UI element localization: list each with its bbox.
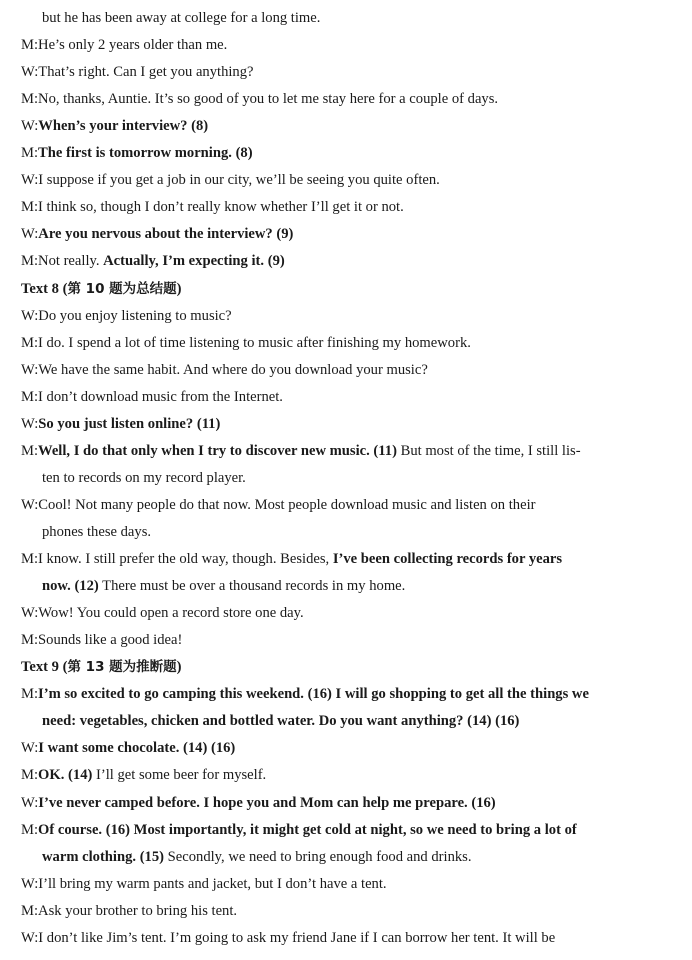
line-text [21, 790, 496, 817]
line-text [21, 438, 581, 465]
transcript-line [0, 113, 692, 140]
line-text: M:No, thanks, Auntie. It’s so good of you to let me stay here for a couple of days. [21, 91, 499, 107]
line-text: W:Do you enjoy listening to music? [21, 308, 232, 324]
transcript-line [0, 59, 692, 86]
key-sentence: I’ve been collecting records for years [332, 551, 563, 567]
transcript-line [0, 762, 692, 789]
speaker-label: W: [21, 118, 39, 134]
line-text: W:I don’t like Jim’s tent. I’m going to ask my friend Jane if I can borrow her tent. It will be [21, 930, 556, 946]
line-text [21, 221, 293, 248]
key-sentence: need: vegetables, chicken and bottled water. Do you want anything? (14) (16) [42, 713, 520, 729]
transcript-line [0, 627, 692, 654]
line-text: M:I don’t download music from the Internet. [21, 389, 283, 405]
transcript-line [0, 248, 692, 275]
line-text: M:I do. I spend a lot of time listening to music after finishing my homework. [21, 335, 471, 351]
line-text: W:Wow! You could open a record store one day. [21, 605, 304, 621]
line-text: phones these days. [42, 524, 152, 540]
line-text [21, 411, 220, 438]
section-heading [0, 654, 692, 681]
heading-label: Text 8 ( [21, 281, 68, 297]
speaker-label: W: [21, 226, 39, 242]
transcript-line [0, 844, 692, 871]
transcript-line [0, 600, 692, 627]
transcript-line [0, 303, 692, 330]
transcript-line [0, 86, 692, 113]
key-sentence: When’s your interview? (8) [38, 118, 209, 134]
key-sentence: I want some chocolate. (14) (16) [38, 740, 236, 756]
line-text: but he has been away at college for a long time. [42, 10, 321, 26]
key-sentence: warm clothing. (15) [42, 849, 165, 865]
line-text [21, 248, 285, 275]
line-text-plain: Secondly, we need to bring enough food and drinks. [164, 849, 472, 865]
transcript-line [0, 140, 692, 167]
key-sentence: now. (12) [42, 578, 99, 594]
heading-text [21, 276, 182, 303]
line-text [21, 817, 577, 844]
line-text: W:I suppose if you get a job in our city, we’ll be seeing you quite often. [21, 172, 440, 188]
line-text: W:That’s right. Can I get you anything? [21, 64, 254, 80]
transcript-line [0, 898, 692, 925]
transcript-line [0, 221, 692, 248]
transcript-line [0, 32, 692, 59]
speaker-label: W: [21, 416, 39, 432]
line-text: W:I’ll bring my warm pants and jacket, but I don’t have a tent. [21, 876, 387, 892]
key-sentence: Well, I do that only when I try to discover new music. (11) [38, 443, 397, 459]
speaker-label: M: [21, 443, 39, 459]
line-text [21, 735, 235, 762]
section-heading [0, 276, 692, 303]
transcript-line [0, 492, 692, 519]
line-text: M:I think so, though I don’t really know whether I’ll get it or not. [21, 199, 404, 215]
line-text [21, 681, 589, 708]
key-sentence: The first is tomorrow morning. (8) [38, 145, 253, 161]
transcript-line [0, 871, 692, 898]
transcript-line [0, 194, 692, 221]
speaker-label: M: [21, 686, 39, 702]
heading-note: 第 13 题为推断题 [67, 659, 177, 675]
speaker-label: W: [21, 795, 39, 811]
transcript-line [0, 735, 692, 762]
transcript-line [0, 708, 692, 735]
line-text-plain: M:Not really. [21, 253, 104, 269]
key-sentence: So you just listen online? (11) [38, 416, 221, 432]
key-sentence: Actually, I’m expecting it. (9) [103, 253, 285, 269]
line-text: ten to records on my record player. [42, 470, 246, 486]
transcript-line [0, 465, 692, 492]
line-text-plain: I’ll get some beer for myself. [92, 767, 267, 783]
line-text-plain: There must be over a thousand records in my home. [98, 578, 406, 594]
speaker-label: M: [21, 145, 39, 161]
line-text-plain: M:I know. I still prefer the old way, though. Besides, [21, 551, 333, 567]
speaker-label: W: [21, 740, 39, 756]
transcript-line [0, 357, 692, 384]
heading-note: 第 10 题为总结题 [67, 281, 177, 297]
transcript-line [0, 546, 692, 573]
line-text: W:Cool! Not many people do that now. Most people download music and listen on their [21, 497, 536, 513]
transcript-line [0, 384, 692, 411]
transcript-line [0, 411, 692, 438]
heading-text [21, 654, 182, 681]
heading-label: Text 9 ( [21, 659, 68, 675]
heading-close: ) [176, 659, 182, 675]
transcript-line [0, 519, 692, 546]
transcript-line [0, 925, 692, 952]
transcript-line [0, 817, 692, 844]
line-text [21, 113, 208, 140]
line-text-plain: But most of the time, I still lis- [396, 443, 581, 459]
transcript-line [0, 681, 692, 708]
line-text [42, 708, 519, 735]
line-text [42, 573, 405, 600]
key-sentence: Of course. (16) Most importantly, it might get cold at night, so we need to bring a lot of [38, 822, 577, 838]
transcript-line [0, 790, 692, 817]
line-text: M:Sounds like a good idea! [21, 632, 183, 648]
line-text [21, 546, 562, 573]
key-sentence: Are you nervous about the interview? (9) [38, 226, 294, 242]
line-text [21, 762, 266, 789]
line-text [21, 140, 253, 167]
line-text: M:He’s only 2 years older than me. [21, 37, 228, 53]
transcript-line [0, 5, 692, 32]
key-sentence: I’m so excited to go camping this weekend. (16) I will go shopping to get all the things we [38, 686, 589, 702]
line-text: W:We have the same habit. And where do you download your music? [21, 362, 428, 378]
line-text [42, 844, 472, 871]
speaker-label: M: [21, 767, 39, 783]
heading-close: ) [176, 281, 182, 297]
speaker-label: M: [21, 822, 39, 838]
transcript-line [0, 167, 692, 194]
key-sentence: OK. (14) [38, 767, 93, 783]
transcript-line [0, 330, 692, 357]
key-sentence: I’ve never camped before. I hope you and Mom can help me prepare. (16) [38, 795, 496, 811]
line-text: M:Ask your brother to bring his tent. [21, 903, 238, 919]
transcript-line [0, 573, 692, 600]
transcript-line [0, 438, 692, 465]
